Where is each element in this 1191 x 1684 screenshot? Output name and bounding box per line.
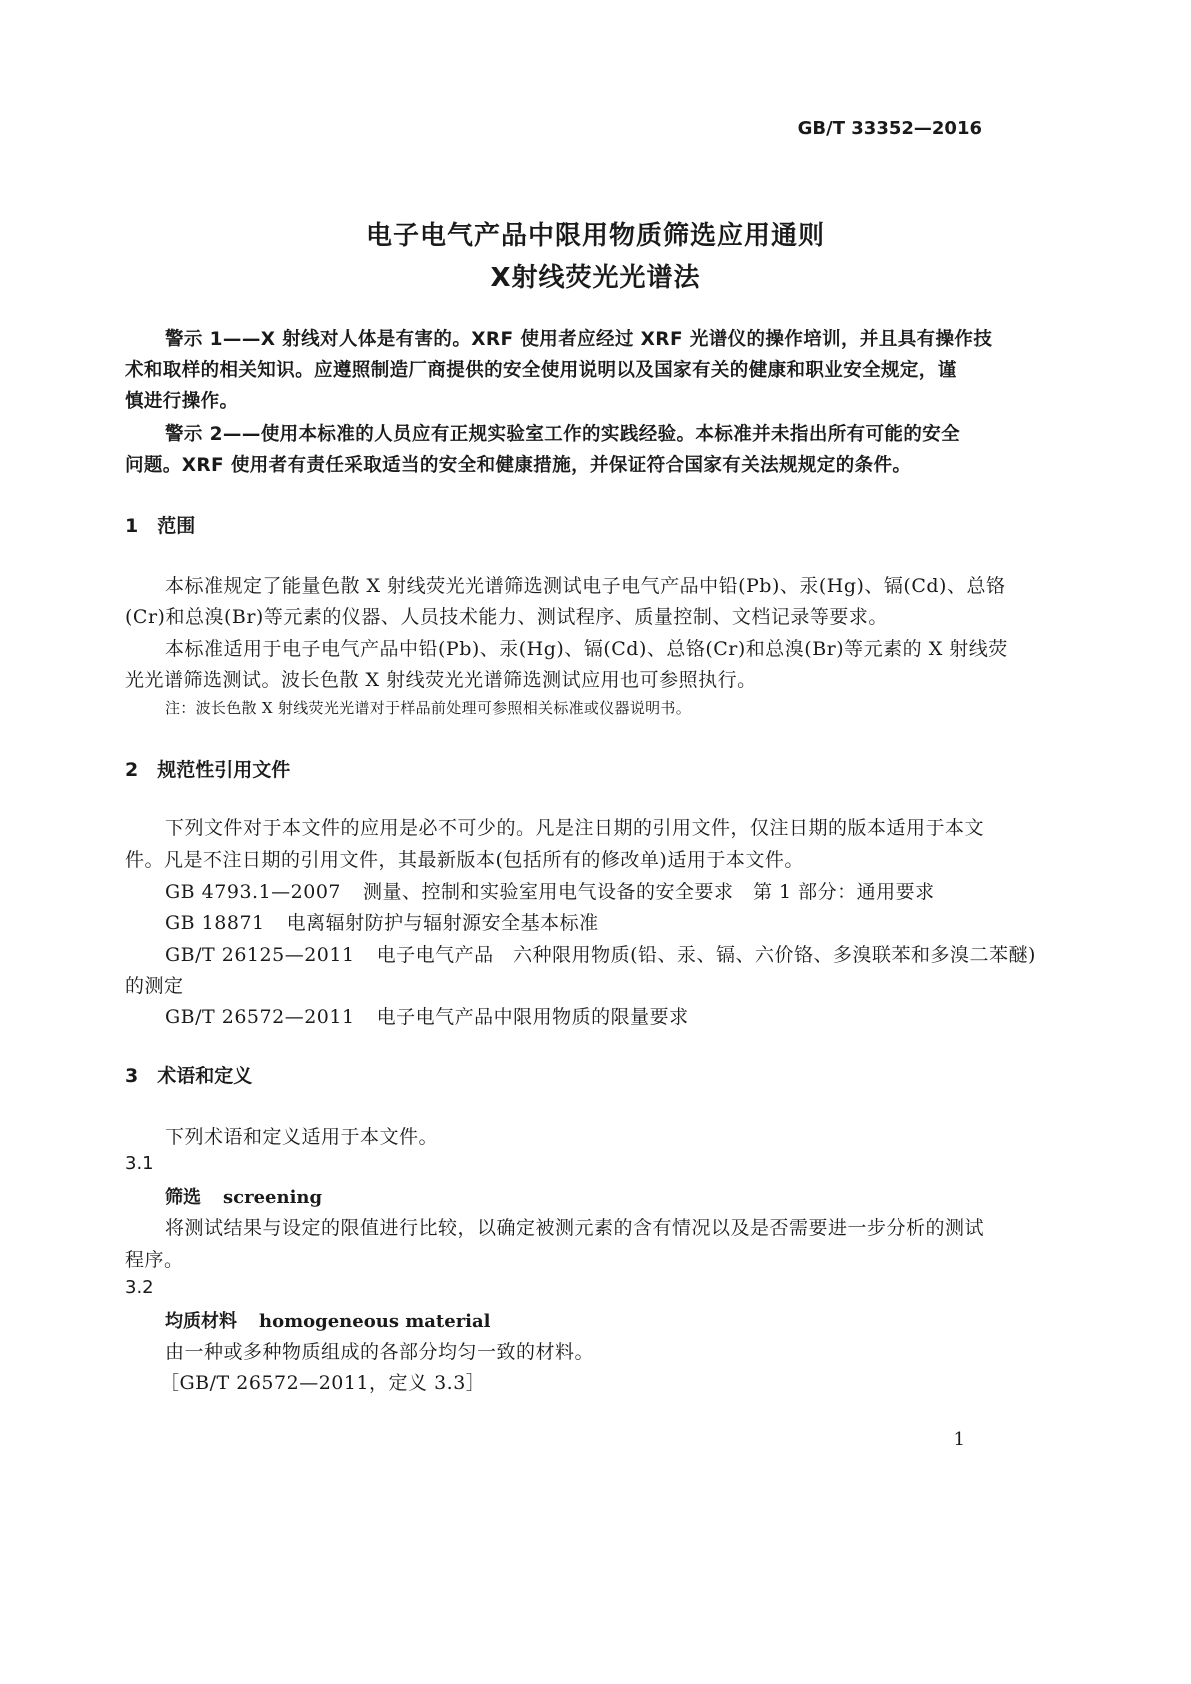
warning-2-line: 问题。XRF 使用者有责任采取适当的安全和健康措施，并保证符合国家有关法规规定的条件。	[125, 455, 912, 476]
term-english: homogeneous material	[259, 1311, 491, 1332]
standard-number: GB/T 33352—2016	[797, 118, 982, 139]
reference-title: 电子电气产品中限用物质的限量要求	[376, 1006, 689, 1028]
reference-code: GB 18871	[165, 912, 265, 934]
section-1-note: 注：波长色散 X 射线荧光光谱对于样品前处理可参照相关标准或仪器说明书。	[165, 699, 692, 717]
term-number: 3.1	[125, 1153, 154, 1174]
term-definition-line: 程序。	[125, 1249, 184, 1271]
reference-title-continued: 的测定	[125, 975, 184, 997]
term-definition-line: 将测试结果与设定的限值进行比较，以确定被测元素的含有情况以及是否需要进一步分析的测试	[165, 1217, 985, 1239]
reference-title: 电离辐射防护与辐射源安全基本标准	[286, 912, 599, 934]
reference-code: GB/T 26125—2011	[165, 944, 355, 966]
warning-2-line: 警示 2——使用本标准的人员应有正规实验室工作的实践经验。本标准并未指出所有可能的安全	[165, 424, 961, 445]
reference-item	[165, 1002, 689, 1029]
document-title: 电子电气产品中限用物质筛选应用通则	[365, 221, 825, 251]
section-1-heading: 1 范围	[125, 515, 196, 537]
term-source: ［GB/T 26572—2011，定义 3.3］	[160, 1372, 486, 1394]
reference-item	[165, 940, 1036, 967]
reference-code: GB 4793.1—2007	[165, 881, 342, 903]
reference-item	[165, 908, 599, 935]
reference-title: 测量、控制和实验室用电气设备的安全要求 第 1 部分：通用要求	[363, 881, 935, 903]
warning-1-line: 警示 1——X 射线对人体是有害的。XRF 使用者应经过 XRF 光谱仪的操作培训，并且具有操作技	[165, 329, 993, 350]
term-english: screening	[223, 1187, 323, 1208]
section-3-intro: 下列术语和定义适用于本文件。	[165, 1126, 439, 1148]
warning-1-line: 术和取样的相关知识。应遵照制造厂商提供的安全使用说明以及国家有关的健康和职业安全规定，谨	[125, 360, 957, 381]
term-chinese: 均质材料	[165, 1311, 237, 1332]
section-2-paragraph-line: 下列文件对于本文件的应用是必不可少的。凡是注日期的引用文件，仅注日期的版本适用于本文	[165, 817, 985, 839]
document-subtitle: X射线荧光光谱法	[490, 263, 701, 293]
section-2-paragraph-line: 件。凡是不注日期的引用文件，其最新版本(包括所有的修改单)适用于本文件。	[125, 849, 804, 871]
section-1-paragraph-line: (Cr)和总溴(Br)等元素的仪器、人员技术能力、测试程序、质量控制、文档记录等要求。	[125, 606, 888, 628]
section-2-heading: 2 规范性引用文件	[125, 759, 291, 781]
section-1-paragraph-line: 本标准适用于电子电气产品中铅(Pb)、汞(Hg)、镉(Cd)、总铬(Cr)和总溴(Br)等元素的 X 射线荧	[165, 638, 1008, 660]
term-chinese: 筛选	[165, 1187, 201, 1208]
section-1-paragraph-line: 光光谱筛选测试。波长色散 X 射线荧光光谱筛选测试应用也可参照执行。	[125, 669, 757, 691]
reference-item	[165, 877, 935, 904]
reference-title: 电子电气产品 六种限用物质(铅、汞、镉、六价铬、多溴联苯和多溴二苯醚)	[376, 944, 1036, 966]
term-definition-line: 由一种或多种物质组成的各部分均匀一致的材料。	[165, 1341, 595, 1363]
page-number: 1	[953, 1429, 965, 1450]
warning-1-line: 慎进行操作。	[125, 391, 239, 412]
term-number: 3.2	[125, 1277, 154, 1298]
term-title	[165, 1307, 491, 1333]
section-3-heading: 3 术语和定义	[125, 1065, 253, 1087]
section-1-paragraph-line: 本标准规定了能量色散 X 射线荧光光谱筛选测试电子电气产品中铅(Pb)、汞(Hg)、镉(Cd)、总铬	[165, 575, 1006, 597]
term-title	[165, 1183, 322, 1209]
reference-code: GB/T 26572—2011	[165, 1006, 355, 1028]
